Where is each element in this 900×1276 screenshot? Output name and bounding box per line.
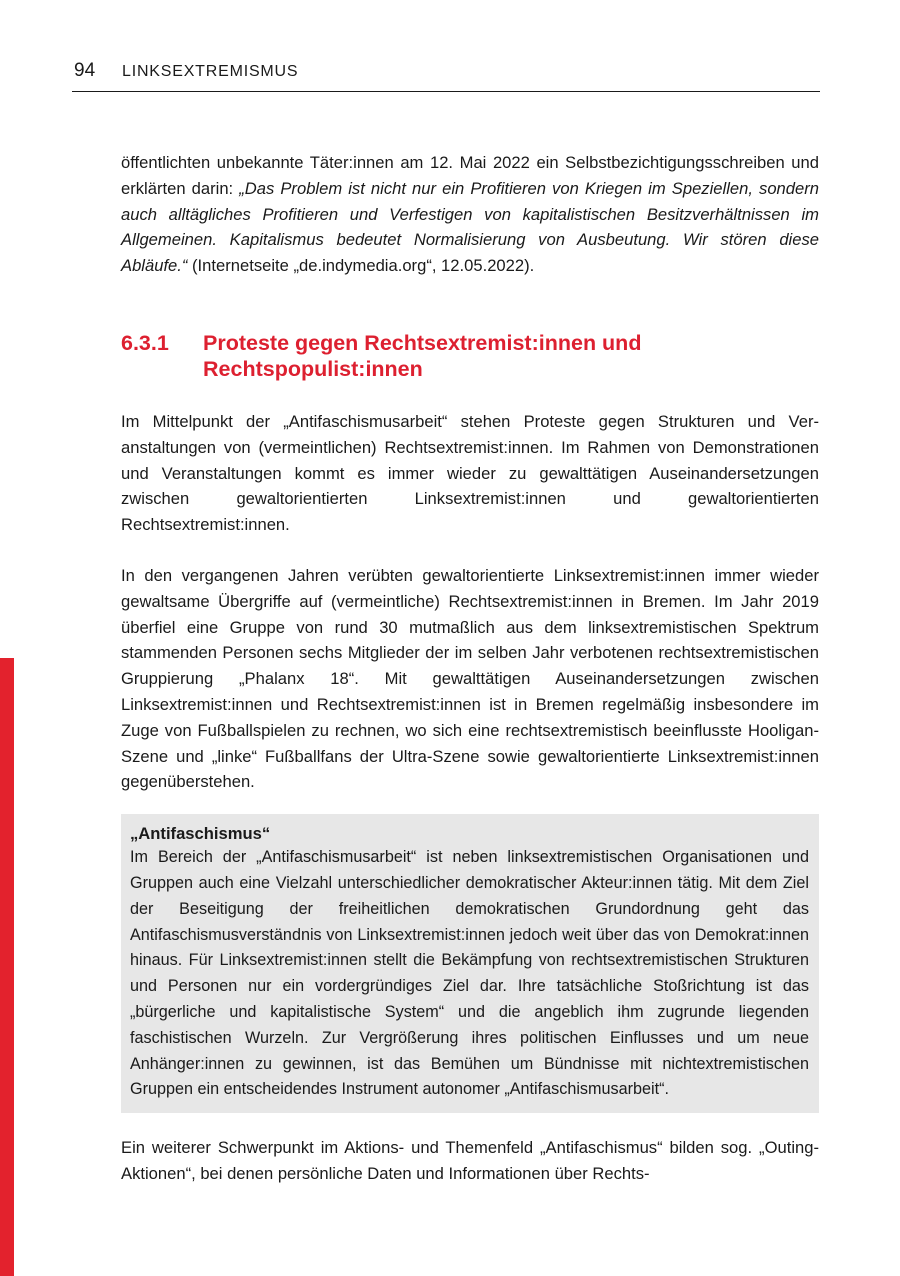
info-box-title: „Antifaschismus“ <box>130 824 271 844</box>
info-box-text: Im Bereich der „Antifaschismusarbeit“ ist neben linksextremistischen Organisationen und Gruppen auch eine Vielzahl unterschiedlicher demokratischer Akteur:innen tätig. Mit dem Ziel der Beseitigung der freiheitlichen demokratischen Grundordnung geht das Antifaschismusverständnis von Linksextremist:innen jedoch weit über das von Demokrat:innen hinaus. Für Linksextremist:innen stellt die Bekämpfung von rechtsextremistischen Strukturen und Personen nur ein vordergründiges Ziel dar. Ihre tatsächliche Stoßrichtung ist das „bürgerliche und kapitalistische System“ und die angeblich ihm zugrunde liegenden faschistischen Wurzeln. Zur Vergrößerung ihres politischen Einflusses und um neue Anhänger:innen zu gewinnen, ist das Bemühen um Bündnisse mit nichtextremistischen Gruppen ein entscheidendes Instrument autonomer „Antifaschismusarbeit“. <box>130 848 809 1099</box>
page-header <box>72 58 820 92</box>
section-number: 6.3.1 <box>121 330 169 355</box>
chapter-marker-bar <box>0 658 14 1276</box>
quote-source: (Internetseite „de.indymedia.org“, 12.05.2022). <box>187 256 535 276</box>
section-heading <box>121 330 819 382</box>
section-title: Proteste gegen Rechtsextremist:innen und Rechtspopulist:innen <box>203 330 642 381</box>
info-box <box>121 814 819 1113</box>
running-title: LINKSEXTREMISMUS <box>122 63 299 80</box>
paragraph-quote <box>121 150 819 279</box>
paragraph-antifa-work: Im Mittelpunkt der „Antifaschismusarbeit“ stehen Proteste gegen Strukturen und Veranstaltungen von (vermeintlichen) Rechtsextremist:innen. Im Rahmen von Demonstrationen und Veranstaltungen kommt es immer wieder zu gewalttätigen Auseinandersetzungen zwischen gewaltorientierten Linksextremist:innen und gewaltorientierten Rechtsextremist:innen. <box>121 411 819 535</box>
paragraph-quote-intro: öffentlichten unbekannte Täter:innen am 12. Mai 2022 ein Selbstbezichtigungsschreiben und erklärten darin: <box>121 153 819 198</box>
paragraph-attacks: In den vergangenen Jahren verübten gewaltorientierte Linksextremist:innen immer wieder gewaltsame Übergriffe auf (vermeintliche) Rechtsextremist:innen in Bremen. Im Jahr 2019 überfiel eine Gruppe von rund 30 mutmaßlich aus dem linksextremistischen Spektrum stammenden Personen sechs Mitglieder der im selben Jahr verbotenen rechtsextremistischen Gruppierung „Phalanx 18“. Mit gewalttätigen Auseinandersetzungen zwischen Linksextremist:innen und Rechtsextremist:innen ist in Bremen regelmäßig insbesondere im Zuge von Fußballspielen zu rechnen, wo sich eine rechtsextremistisch beeinflusste Hooligan-Szene und „linke“ Fußballfans der Ultra-Szene sowie gewaltorientierte Linksextremist:innen gegenüberstehen. <box>121 565 819 792</box>
page-content <box>121 150 819 1187</box>
paragraph-outing: Ein weiterer Schwerpunkt im Aktions- und Themenfeld „Antifaschismus“ bilden sog. „Outing-Aktionen“, bei denen persönliche Daten und Informationen über Rechts- <box>121 1138 819 1183</box>
page-number: 94 <box>74 60 96 81</box>
quote-text: „Das Problem ist nicht nur ein Profitieren von Kriegen im Speziellen, sondern auch alltägliches Profitieren und Verfestigen von kapitalistischen Besitzverhältnissen im Allgemeinen. Kapitalismus bedeutet Normalisierung von Ausbeutung. Wir stören diese Abläufe.“ <box>121 178 819 276</box>
